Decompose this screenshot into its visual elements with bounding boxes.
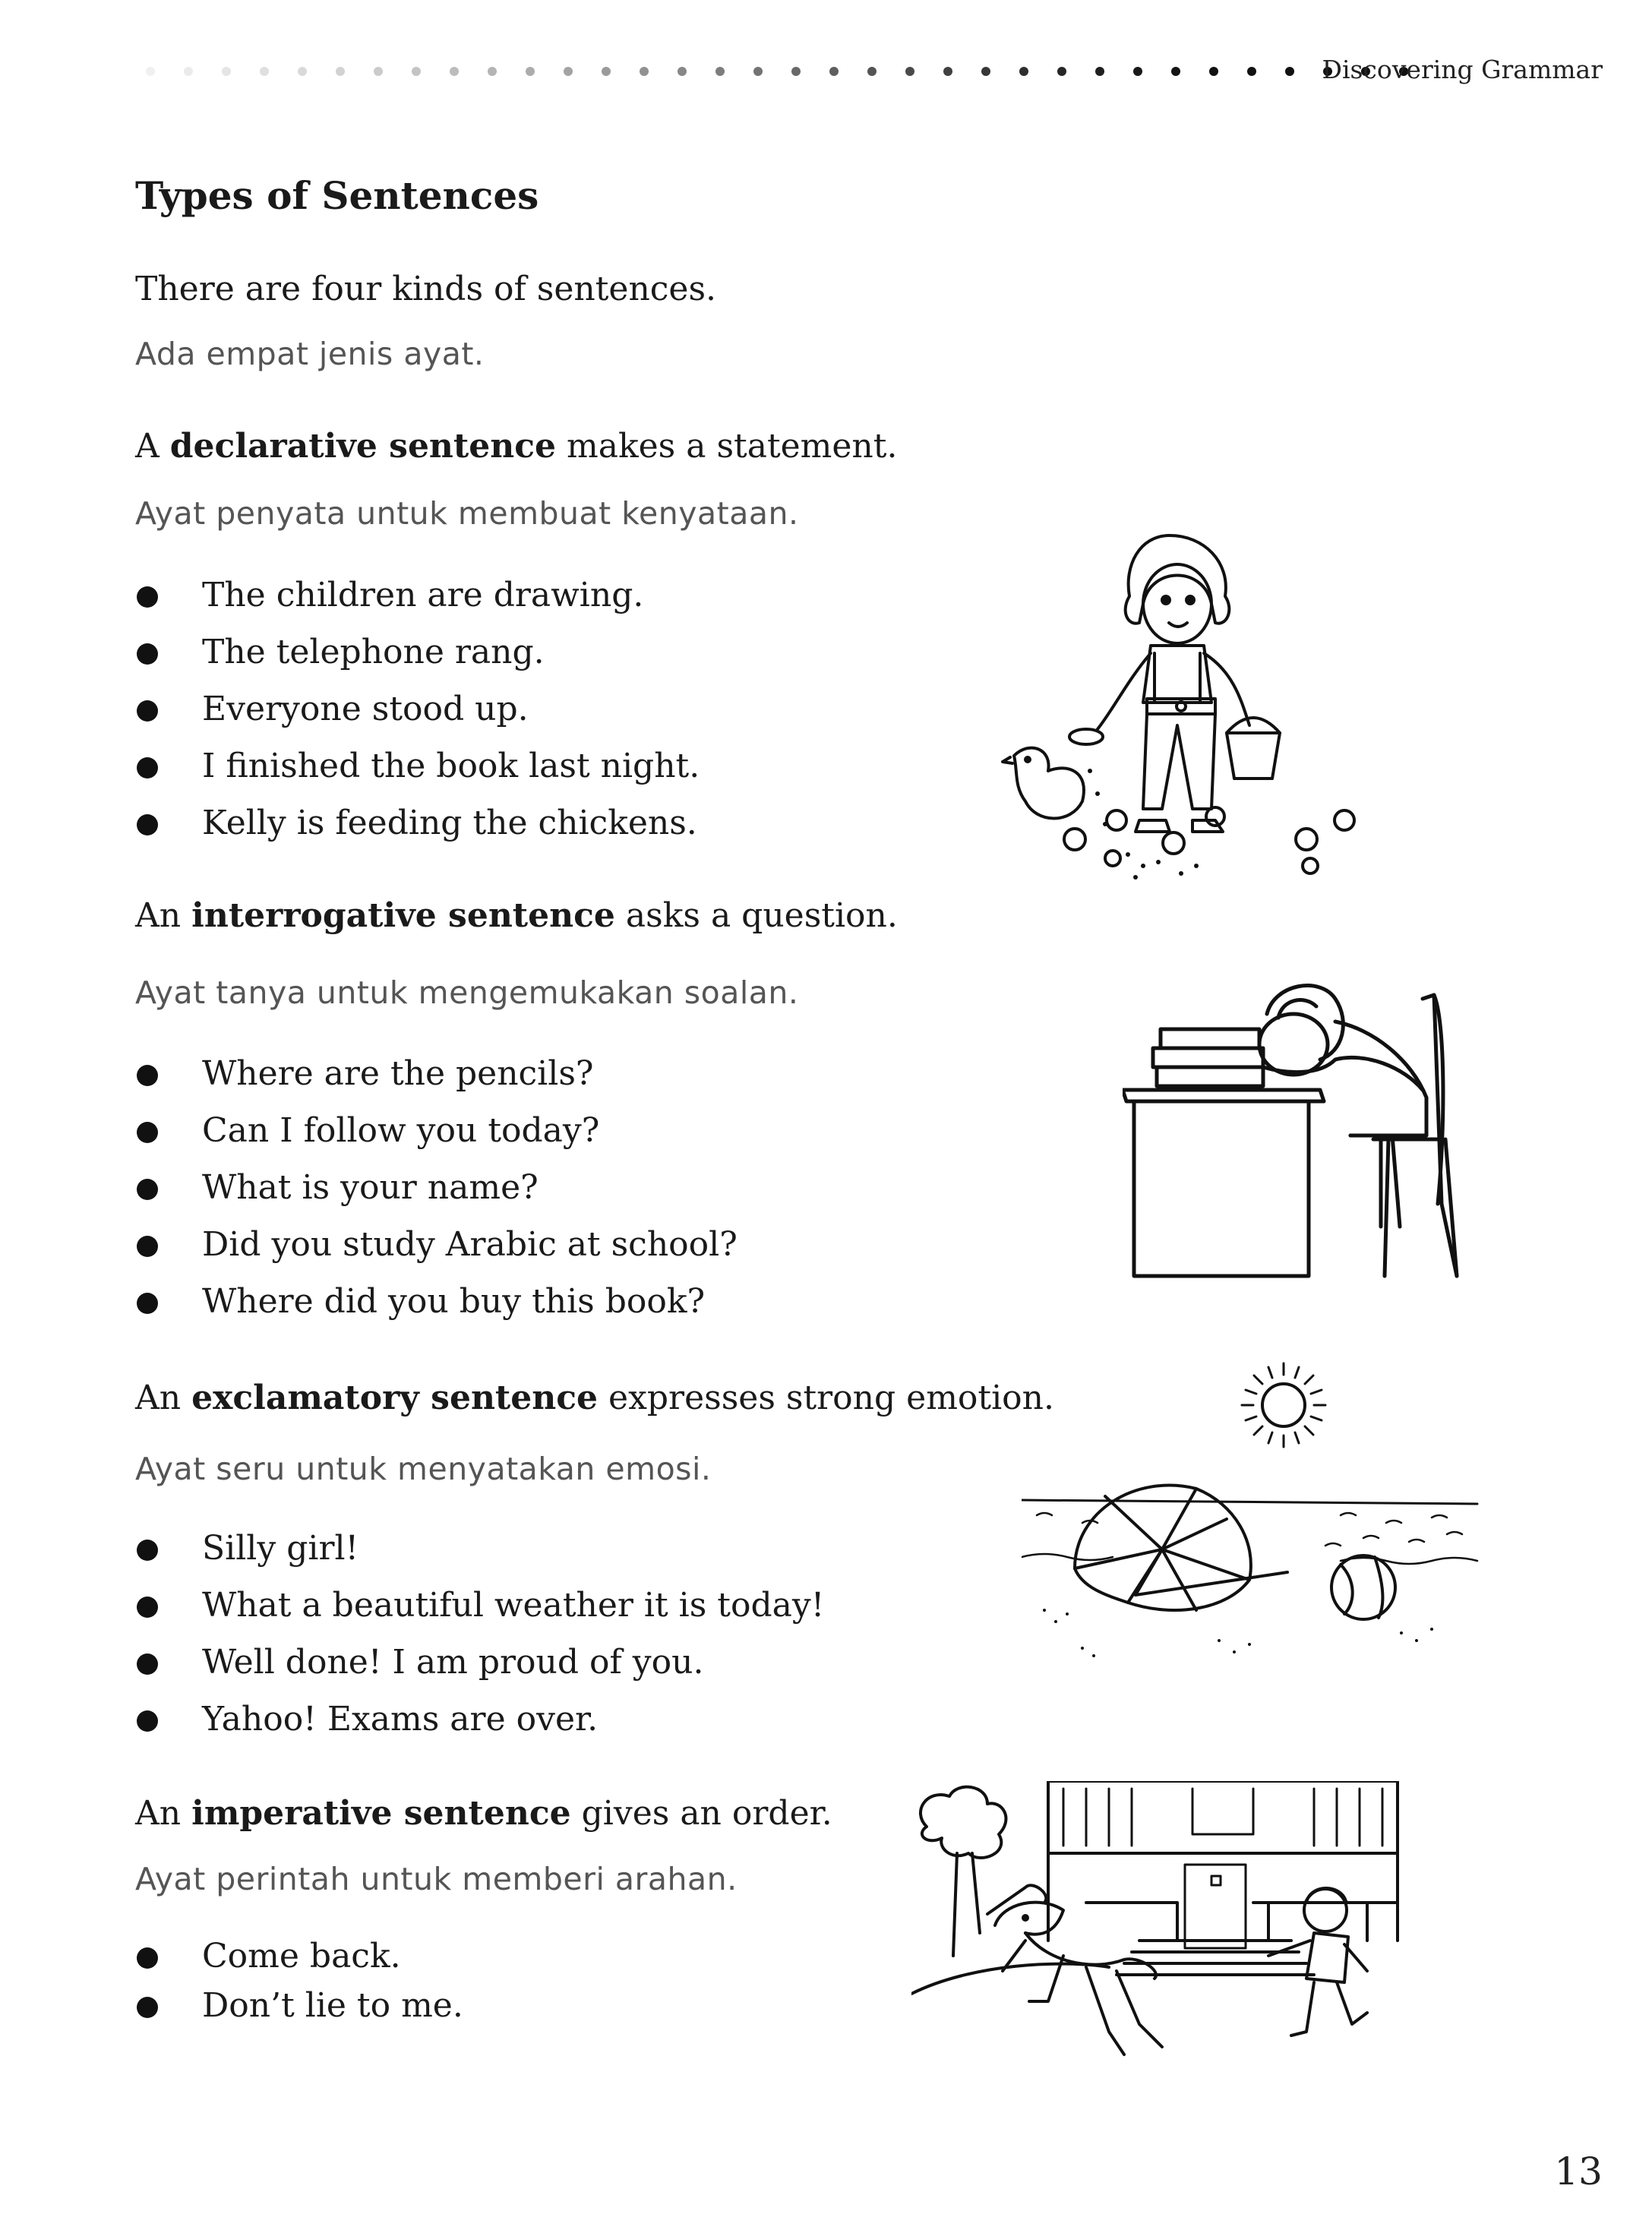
- bullet-icon: [137, 1997, 158, 2018]
- section-suffix: makes a statement.: [567, 427, 898, 466]
- section-prefix: An: [135, 896, 182, 935]
- bullet-icon: [137, 1236, 158, 1257]
- section-prefix: An: [135, 1794, 182, 1833]
- bullet-icon: [137, 814, 158, 835]
- section-malay-imperative: Ayat perintah untuk memberi arahan.: [135, 1861, 738, 1897]
- girl-feeding-chickens-illustration: [984, 520, 1379, 900]
- section-malay-exclamatory: Ayat seru untuk menyatakan emosi.: [135, 1451, 712, 1487]
- bullet-icon: [137, 1122, 158, 1143]
- bullet-icon: [137, 1065, 158, 1086]
- dog-running-boy-illustration: [911, 1781, 1420, 2100]
- bullet-icon: [137, 1947, 158, 1969]
- bullet-icon: [137, 700, 158, 722]
- section-malay-interrogative: Ayat tanya untuk mengemukakan soalan.: [135, 974, 799, 1011]
- section-malay-declarative: Ayat penyata untuk membuat kenyataan.: [135, 495, 799, 532]
- bullet-icon: [137, 1179, 158, 1200]
- section-term: interrogative sentence: [191, 896, 615, 935]
- bullet-icon: [137, 1653, 158, 1675]
- bullet-icon: [137, 757, 158, 779]
- intro-english: There are four kinds of sentences.: [135, 270, 717, 308]
- bullet-icon: [137, 586, 158, 608]
- header-title: Discovering Grammar: [1322, 55, 1603, 84]
- boy-sleeping-at-desk-illustration: [1123, 976, 1495, 1287]
- section-term: declarative sentence: [169, 427, 557, 466]
- page-number: 13: [1554, 2149, 1603, 2194]
- page-title: Types of Sentences: [135, 173, 539, 218]
- section-term: exclamatory sentence: [191, 1379, 599, 1417]
- section-term: imperative sentence: [191, 1794, 571, 1833]
- section-heading-interrogative: [135, 896, 898, 935]
- header-dots-decoration: [144, 65, 1413, 77]
- section-suffix: asks a question.: [625, 896, 898, 935]
- bullet-icon: [137, 643, 158, 665]
- section-suffix: expresses strong emotion.: [608, 1379, 1054, 1417]
- bullet-icon: [137, 1293, 158, 1314]
- section-heading-declarative: [135, 427, 897, 466]
- intro-malay: Ada empat jenis ayat.: [135, 336, 485, 372]
- bullet-icon: [137, 1597, 158, 1618]
- section-heading-exclamatory: [135, 1379, 1054, 1417]
- page-header: [114, 52, 1603, 90]
- section-suffix: gives an order.: [581, 1794, 832, 1833]
- bullet-icon: [137, 1540, 158, 1561]
- bullet-icon: [137, 1710, 158, 1732]
- beach-sun-umbrella-ball-illustration: [1022, 1360, 1492, 1671]
- section-prefix: An: [135, 1379, 182, 1417]
- section-heading-imperative: [135, 1794, 832, 1833]
- section-prefix: A: [135, 427, 160, 466]
